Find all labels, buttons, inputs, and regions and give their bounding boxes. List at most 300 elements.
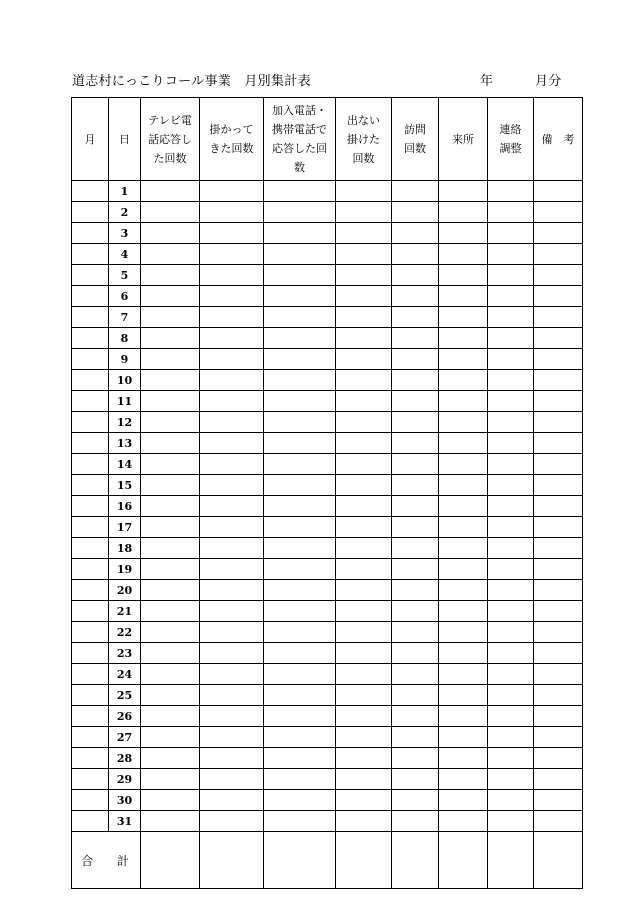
entry-cell[interactable] [488, 580, 534, 601]
entry-cell[interactable] [141, 412, 200, 433]
entry-cell[interactable] [534, 664, 583, 685]
entry-cell[interactable] [534, 244, 583, 265]
entry-cell[interactable] [439, 412, 488, 433]
entry-cell[interactable] [488, 223, 534, 244]
entry-cell[interactable] [534, 328, 583, 349]
entry-cell[interactable] [392, 475, 439, 496]
entry-cell[interactable] [534, 706, 583, 727]
total-cell[interactable] [488, 832, 534, 889]
day-number: 21 [109, 601, 141, 622]
entry-cell[interactable] [392, 643, 439, 664]
entry-cell[interactable] [336, 748, 392, 769]
entry-cell[interactable] [336, 223, 392, 244]
entry-cell[interactable] [392, 223, 439, 244]
entry-cell[interactable] [200, 643, 264, 664]
entry-cell[interactable] [264, 202, 336, 223]
entry-cell[interactable] [264, 391, 336, 412]
month-cell[interactable] [72, 307, 109, 328]
entry-cell[interactable] [439, 685, 488, 706]
entry-cell[interactable] [488, 307, 534, 328]
entry-cell[interactable] [534, 685, 583, 706]
entry-cell[interactable] [439, 559, 488, 580]
entry-cell[interactable] [488, 370, 534, 391]
entry-cell[interactable] [200, 286, 264, 307]
entry-cell[interactable] [336, 622, 392, 643]
entry-cell[interactable] [488, 286, 534, 307]
entry-cell[interactable] [488, 454, 534, 475]
entry-cell[interactable] [392, 538, 439, 559]
header-label: 掛かって きた回数 [209, 123, 254, 155]
entry-cell[interactable] [488, 622, 534, 643]
entry-cell[interactable] [141, 328, 200, 349]
entry-cell[interactable] [488, 496, 534, 517]
entry-cell[interactable] [534, 391, 583, 412]
entry-cell[interactable] [141, 496, 200, 517]
entry-cell[interactable] [534, 433, 583, 454]
entry-cell[interactable] [141, 391, 200, 412]
header-month [72, 98, 109, 181]
header-remarks [534, 98, 583, 181]
month-cell[interactable] [72, 202, 109, 223]
entry-cell[interactable] [439, 496, 488, 517]
total-cell[interactable] [200, 832, 264, 889]
entry-cell[interactable] [392, 181, 439, 202]
entry-cell[interactable] [336, 790, 392, 811]
entry-cell[interactable] [336, 454, 392, 475]
entry-cell[interactable] [264, 328, 336, 349]
entry-cell[interactable] [439, 601, 488, 622]
entry-cell[interactable] [336, 391, 392, 412]
entry-cell[interactable] [336, 349, 392, 370]
entry-cell[interactable] [141, 748, 200, 769]
entry-cell[interactable] [264, 727, 336, 748]
entry-cell[interactable] [392, 286, 439, 307]
entry-cell[interactable] [392, 202, 439, 223]
entry-cell[interactable] [534, 769, 583, 790]
entry-cell[interactable] [439, 727, 488, 748]
entry-cell[interactable] [488, 391, 534, 412]
entry-cell[interactable] [439, 454, 488, 475]
entry-cell[interactable] [392, 433, 439, 454]
month-cell[interactable] [72, 433, 109, 454]
entry-cell[interactable] [336, 811, 392, 832]
entry-cell[interactable] [439, 538, 488, 559]
entry-cell[interactable] [534, 622, 583, 643]
entry-cell[interactable] [439, 475, 488, 496]
entry-cell[interactable] [200, 685, 264, 706]
entry-cell[interactable] [264, 181, 336, 202]
entry-cell[interactable] [141, 580, 200, 601]
month-cell[interactable] [72, 181, 109, 202]
entry-cell[interactable] [141, 223, 200, 244]
entry-cell[interactable] [488, 727, 534, 748]
entry-cell[interactable] [200, 349, 264, 370]
day-row [72, 391, 583, 412]
entry-cell[interactable] [264, 475, 336, 496]
total-cell[interactable] [141, 832, 200, 889]
entry-cell[interactable] [200, 559, 264, 580]
entry-cell[interactable] [534, 265, 583, 286]
entry-cell[interactable] [200, 496, 264, 517]
total-row [72, 832, 583, 889]
month-cell[interactable] [72, 496, 109, 517]
entry-cell[interactable] [200, 244, 264, 265]
entry-cell[interactable] [439, 748, 488, 769]
month-cell[interactable] [72, 580, 109, 601]
entry-cell[interactable] [534, 496, 583, 517]
entry-cell[interactable] [200, 328, 264, 349]
entry-cell[interactable] [200, 370, 264, 391]
entry-cell[interactable] [200, 454, 264, 475]
entry-cell[interactable] [264, 748, 336, 769]
entry-cell[interactable] [534, 454, 583, 475]
entry-cell[interactable] [392, 412, 439, 433]
entry-cell[interactable] [141, 727, 200, 748]
entry-cell[interactable] [392, 496, 439, 517]
day-number: 17 [109, 517, 141, 538]
month-cell[interactable] [72, 601, 109, 622]
entry-cell[interactable] [200, 601, 264, 622]
month-cell[interactable] [72, 265, 109, 286]
entry-cell[interactable] [534, 748, 583, 769]
entry-cell[interactable] [439, 328, 488, 349]
entry-cell[interactable] [141, 286, 200, 307]
entry-cell[interactable] [439, 307, 488, 328]
entry-cell[interactable] [141, 433, 200, 454]
month-cell[interactable] [72, 286, 109, 307]
entry-cell[interactable] [200, 811, 264, 832]
month-cell[interactable] [72, 622, 109, 643]
entry-cell[interactable] [488, 517, 534, 538]
entry-cell[interactable] [264, 622, 336, 643]
entry-cell[interactable] [141, 601, 200, 622]
entry-cell[interactable] [534, 811, 583, 832]
entry-cell[interactable] [336, 433, 392, 454]
entry-cell[interactable] [392, 769, 439, 790]
day-number: 31 [109, 811, 141, 832]
entry-cell[interactable] [336, 328, 392, 349]
entry-cell[interactable] [392, 349, 439, 370]
month-cell[interactable] [72, 664, 109, 685]
entry-cell[interactable] [141, 769, 200, 790]
entry-cell[interactable] [392, 811, 439, 832]
entry-cell[interactable] [141, 664, 200, 685]
entry-cell[interactable] [141, 559, 200, 580]
month-cell[interactable] [72, 517, 109, 538]
entry-cell[interactable] [264, 454, 336, 475]
entry-cell[interactable] [439, 811, 488, 832]
entry-cell[interactable] [439, 790, 488, 811]
total-cell[interactable] [336, 832, 392, 889]
entry-cell[interactable] [200, 181, 264, 202]
entry-cell[interactable] [336, 286, 392, 307]
entry-cell[interactable] [141, 811, 200, 832]
entry-cell[interactable] [264, 706, 336, 727]
entry-cell[interactable] [264, 244, 336, 265]
entry-cell[interactable] [264, 790, 336, 811]
entry-cell[interactable] [264, 265, 336, 286]
entry-cell[interactable] [439, 580, 488, 601]
entry-cell[interactable] [141, 307, 200, 328]
entry-cell[interactable] [392, 748, 439, 769]
entry-cell[interactable] [488, 181, 534, 202]
entry-cell[interactable] [264, 517, 336, 538]
entry-cell[interactable] [534, 790, 583, 811]
month-cell[interactable] [72, 538, 109, 559]
entry-cell[interactable] [264, 307, 336, 328]
entry-cell[interactable] [439, 706, 488, 727]
entry-cell[interactable] [488, 601, 534, 622]
total-cell[interactable] [264, 832, 336, 889]
entry-cell[interactable] [264, 769, 336, 790]
day-number: 5 [109, 265, 141, 286]
month-cell[interactable] [72, 769, 109, 790]
entry-cell[interactable] [264, 412, 336, 433]
month-cell[interactable] [72, 454, 109, 475]
entry-cell[interactable] [392, 706, 439, 727]
entry-cell[interactable] [534, 643, 583, 664]
entry-cell[interactable] [336, 496, 392, 517]
entry-cell[interactable] [141, 349, 200, 370]
month-cell[interactable] [72, 706, 109, 727]
entry-cell[interactable] [488, 475, 534, 496]
entry-cell[interactable] [264, 286, 336, 307]
entry-cell[interactable] [392, 790, 439, 811]
entry-cell[interactable] [200, 433, 264, 454]
entry-cell[interactable] [488, 769, 534, 790]
entry-cell[interactable] [200, 223, 264, 244]
entry-cell[interactable] [264, 643, 336, 664]
entry-cell[interactable] [488, 433, 534, 454]
entry-cell[interactable] [336, 244, 392, 265]
entry-cell[interactable] [336, 517, 392, 538]
entry-cell[interactable] [141, 538, 200, 559]
entry-cell[interactable] [141, 475, 200, 496]
entry-cell[interactable] [392, 559, 439, 580]
entry-cell[interactable] [392, 517, 439, 538]
entry-cell[interactable] [336, 685, 392, 706]
total-cell[interactable] [392, 832, 439, 889]
month-cell[interactable] [72, 244, 109, 265]
entry-cell[interactable] [439, 433, 488, 454]
entry-cell[interactable] [392, 454, 439, 475]
entry-cell[interactable] [439, 622, 488, 643]
entry-cell[interactable] [336, 601, 392, 622]
entry-cell[interactable] [488, 538, 534, 559]
entry-cell[interactable] [336, 664, 392, 685]
entry-cell[interactable] [141, 370, 200, 391]
entry-cell[interactable] [488, 685, 534, 706]
month-cell[interactable] [72, 328, 109, 349]
entry-cell[interactable] [534, 349, 583, 370]
entry-cell[interactable] [439, 370, 488, 391]
entry-cell[interactable] [200, 391, 264, 412]
month-cell[interactable] [72, 559, 109, 580]
entry-cell[interactable] [264, 223, 336, 244]
entry-cell[interactable] [264, 664, 336, 685]
month-cell[interactable] [72, 811, 109, 832]
entry-cell[interactable] [200, 727, 264, 748]
entry-cell[interactable] [488, 811, 534, 832]
entry-cell[interactable] [336, 475, 392, 496]
header-label: 出ない 掛けた 回数 [347, 113, 380, 165]
entry-cell[interactable] [488, 244, 534, 265]
entry-cell[interactable] [264, 580, 336, 601]
entry-cell[interactable] [534, 223, 583, 244]
entry-cell[interactable] [392, 685, 439, 706]
month-cell[interactable] [72, 370, 109, 391]
entry-cell[interactable] [392, 727, 439, 748]
entry-cell[interactable] [392, 664, 439, 685]
entry-cell[interactable] [439, 244, 488, 265]
entry-cell[interactable] [264, 538, 336, 559]
entry-cell[interactable] [439, 286, 488, 307]
total-cell[interactable] [534, 832, 583, 889]
entry-cell[interactable] [392, 370, 439, 391]
month-cell[interactable] [72, 391, 109, 412]
entry-cell[interactable] [200, 202, 264, 223]
entry-cell[interactable] [264, 496, 336, 517]
entry-cell[interactable] [392, 580, 439, 601]
month-cell[interactable] [72, 412, 109, 433]
entry-cell[interactable] [141, 517, 200, 538]
entry-cell[interactable] [534, 412, 583, 433]
entry-cell[interactable] [264, 685, 336, 706]
entry-cell[interactable] [336, 643, 392, 664]
entry-cell[interactable] [264, 433, 336, 454]
entry-cell[interactable] [488, 643, 534, 664]
entry-cell[interactable] [439, 349, 488, 370]
entry-cell[interactable] [141, 622, 200, 643]
entry-cell[interactable] [336, 706, 392, 727]
entry-cell[interactable] [534, 370, 583, 391]
entry-cell[interactable] [392, 622, 439, 643]
entry-cell[interactable] [336, 265, 392, 286]
entry-cell[interactable] [534, 727, 583, 748]
entry-cell[interactable] [336, 769, 392, 790]
month-cell[interactable] [72, 790, 109, 811]
month-cell[interactable] [72, 349, 109, 370]
entry-cell[interactable] [336, 202, 392, 223]
month-cell[interactable] [72, 727, 109, 748]
entry-cell[interactable] [141, 181, 200, 202]
entry-cell[interactable] [439, 202, 488, 223]
entry-cell[interactable] [336, 412, 392, 433]
entry-cell[interactable] [200, 748, 264, 769]
entry-cell[interactable] [439, 265, 488, 286]
entry-cell[interactable] [392, 601, 439, 622]
entry-cell[interactable] [200, 412, 264, 433]
entry-cell[interactable] [488, 349, 534, 370]
day-row [72, 706, 583, 727]
entry-cell[interactable] [488, 265, 534, 286]
entry-cell[interactable] [534, 538, 583, 559]
entry-cell[interactable] [336, 538, 392, 559]
month-cell[interactable] [72, 223, 109, 244]
entry-cell[interactable] [200, 769, 264, 790]
entry-cell[interactable] [392, 244, 439, 265]
entry-cell[interactable] [200, 622, 264, 643]
entry-cell[interactable] [141, 265, 200, 286]
total-cell[interactable] [439, 832, 488, 889]
month-cell[interactable] [72, 643, 109, 664]
entry-cell[interactable] [439, 643, 488, 664]
entry-cell[interactable] [392, 307, 439, 328]
entry-cell[interactable] [264, 370, 336, 391]
entry-cell[interactable] [488, 412, 534, 433]
entry-cell[interactable] [141, 643, 200, 664]
entry-cell[interactable] [534, 202, 583, 223]
entry-cell[interactable] [141, 706, 200, 727]
entry-cell[interactable] [200, 664, 264, 685]
month-cell[interactable] [72, 685, 109, 706]
entry-cell[interactable] [336, 580, 392, 601]
entry-cell[interactable] [200, 265, 264, 286]
entry-cell[interactable] [534, 559, 583, 580]
entry-cell[interactable] [392, 265, 439, 286]
entry-cell[interactable] [141, 685, 200, 706]
entry-cell[interactable] [200, 538, 264, 559]
entry-cell[interactable] [141, 454, 200, 475]
month-cell[interactable] [72, 748, 109, 769]
entry-cell[interactable] [488, 664, 534, 685]
entry-cell[interactable] [141, 790, 200, 811]
entry-cell[interactable] [488, 559, 534, 580]
entry-cell[interactable] [534, 580, 583, 601]
month-cell[interactable] [72, 475, 109, 496]
entry-cell[interactable] [439, 391, 488, 412]
entry-cell[interactable] [264, 559, 336, 580]
entry-cell[interactable] [534, 475, 583, 496]
entry-cell[interactable] [439, 664, 488, 685]
entry-cell[interactable] [200, 790, 264, 811]
entry-cell[interactable] [534, 307, 583, 328]
entry-cell[interactable] [200, 517, 264, 538]
entry-cell[interactable] [336, 307, 392, 328]
entry-cell[interactable] [141, 244, 200, 265]
entry-cell[interactable] [534, 181, 583, 202]
entry-cell[interactable] [439, 223, 488, 244]
entry-cell[interactable] [439, 181, 488, 202]
entry-cell[interactable] [439, 769, 488, 790]
entry-cell[interactable] [336, 370, 392, 391]
entry-cell[interactable] [488, 748, 534, 769]
entry-cell[interactable] [336, 727, 392, 748]
entry-cell[interactable] [336, 559, 392, 580]
header-label: 連絡 調整 [499, 123, 522, 155]
entry-cell[interactable] [200, 475, 264, 496]
entry-cell[interactable] [534, 517, 583, 538]
entry-cell[interactable] [534, 601, 583, 622]
day-number: 29 [109, 769, 141, 790]
entry-cell[interactable] [336, 181, 392, 202]
entry-cell[interactable] [488, 328, 534, 349]
entry-cell[interactable] [200, 706, 264, 727]
entry-cell[interactable] [264, 349, 336, 370]
entry-cell[interactable] [488, 706, 534, 727]
entry-cell[interactable] [534, 286, 583, 307]
entry-cell[interactable] [439, 517, 488, 538]
entry-cell[interactable] [141, 202, 200, 223]
entry-cell[interactable] [392, 391, 439, 412]
entry-cell[interactable] [200, 580, 264, 601]
entry-cell[interactable] [264, 811, 336, 832]
entry-cell[interactable] [392, 328, 439, 349]
entry-cell[interactable] [488, 202, 534, 223]
entry-cell[interactable] [264, 601, 336, 622]
entry-cell[interactable] [200, 307, 264, 328]
entry-cell[interactable] [488, 790, 534, 811]
